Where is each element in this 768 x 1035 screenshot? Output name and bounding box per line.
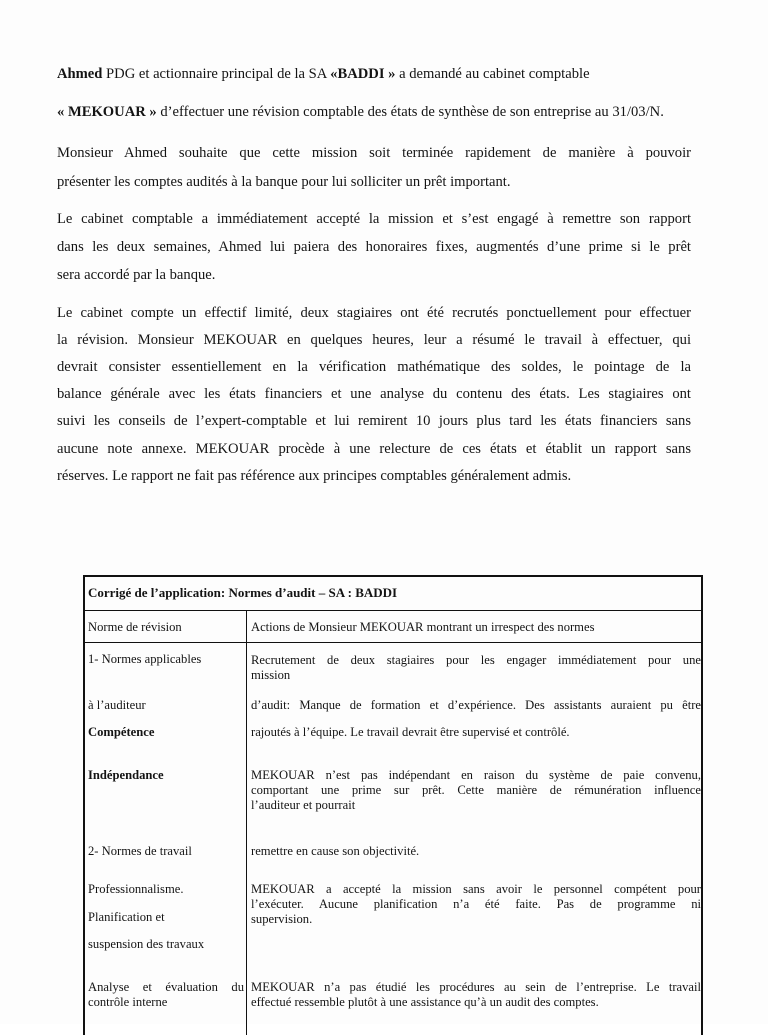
paragraph-3-line-1: Le cabinet comptable a immédiatement accepté la mission et s’est engagé à remettre son rapport xyxy=(57,211,691,227)
cell-analyse-1: Analyse et évaluation du xyxy=(88,980,244,994)
cell-independance: Indépendance xyxy=(88,768,164,782)
paragraph-4-line-6: aucune note annexe. MEKOUAR procède à une relecture de ces états et établit un rapport sans xyxy=(57,441,691,457)
paragraph-4-line-1: Le cabinet compte un effectif limité, deux stagiaires ont été recrutés ponctuellement pour effectuer xyxy=(57,305,691,321)
cell-remettre: remettre en cause son objectivité. xyxy=(251,844,420,858)
paragraph-2-line-1: Monsieur Ahmed souhaite que cette mission soit terminée rapidement de manière à pouvoir xyxy=(57,145,691,161)
header-norme: Norme de révision xyxy=(88,620,182,634)
intro-text: a demandé au cabinet comptable xyxy=(395,66,590,82)
intro-text: d’effectuer une révision comptable des états de synthèse de son entreprise au 31/03/N. xyxy=(156,104,664,120)
cell-accepte-3: supervision. xyxy=(251,912,313,926)
cell-accepte-2: l’exécuter. Aucune planification n’a été faite. Pas de programme ni xyxy=(251,897,701,911)
cell-professionnalisme: Professionnalisme. xyxy=(88,882,184,896)
cell-independance-1: MEKOUAR n’est pas indépendant en raison du système de paie convenu, xyxy=(251,768,701,782)
cell-recrutement-1: Recrutement de deux stagiaires pour les engager immédiatement pour une xyxy=(251,653,701,667)
paragraph-4-line-2: la révision. Monsieur MEKOUAR en quelques heures, leur a résumé le travail à effectuer, qui xyxy=(57,332,691,348)
table-title-row xyxy=(85,577,701,611)
intro-line-2 xyxy=(57,103,664,121)
table-title: Corrigé de l’application: Normes d’audit – SA : BADDI xyxy=(88,585,398,600)
cell-etudie-1: MEKOUAR n’a pas étudié les procédures au sein de l’entreprise. Le travail xyxy=(251,980,701,994)
cell-a-lauditeur: à l’auditeur xyxy=(88,698,146,712)
cell-independance-2: comportant une prime sur prêt. Cette manière de rémunération influence xyxy=(251,783,701,797)
paragraph-4-line-7: réserves. Le rapport ne fait pas référence aux principes comptables généralement admis. xyxy=(57,468,572,484)
cell-normes-applicables: 1- Normes applicables xyxy=(88,652,202,666)
cabinet-name: « MEKOUAR » xyxy=(57,104,157,120)
cell-independance-3: l’auditeur et pourrait xyxy=(251,798,356,812)
cell-suspension: suspension des travaux xyxy=(88,937,205,951)
column-divider xyxy=(246,611,247,1035)
cell-planification: Planification et xyxy=(88,910,165,924)
client-name: Ahmed xyxy=(57,66,103,82)
intro-text: PDG et actionnaire principal de la SA xyxy=(102,66,331,82)
cell-competence: Compétence xyxy=(88,725,155,739)
cell-accepte-1: MEKOUAR a accepté la mission sans avoir le personnel compétent pour xyxy=(251,882,701,896)
cell-recrutement-2: mission xyxy=(251,668,291,682)
cell-analyse-2: contrôle interne xyxy=(88,995,168,1009)
header-actions: Actions de Monsieur MEKOUAR montrant un irrespect des normes xyxy=(251,620,595,634)
intro-line-1 xyxy=(57,65,590,83)
cell-normes-travail: 2- Normes de travail xyxy=(88,844,192,858)
table-header-row xyxy=(85,611,701,643)
paragraph-3-line-2: dans les deux semaines, Ahmed lui paiera des honoraires fixes, augmentés d’une prime si le prêt xyxy=(57,239,691,255)
cell-audit: d’audit: Manque de formation et d’expérience. Des assistants auraient pu être xyxy=(251,698,701,712)
paragraph-4-line-5: suivi les conseils de l’expert-comptable et lui remirent 10 jours plus tard les états financiers sans xyxy=(57,413,691,429)
cell-etudie-2: effectué ressemble plutôt à une assistance qu’à un audit des comptes. xyxy=(251,995,599,1009)
paragraph-4-line-4: balance générale avec les états financiers et une analyse du contenu des états. Les stagiaires ont xyxy=(57,386,691,402)
paragraph-2-line-2: présenter les comptes audités à la banque pour lui solliciter un prêt important. xyxy=(57,174,511,190)
audit-norms-table xyxy=(83,575,703,1035)
paragraph-4-line-3: devrait consister essentiellement en la vérification mathématique des soldes, le pointage de la xyxy=(57,359,691,375)
cell-rajoutes: rajoutés à l’équipe. Le travail devrait être supervisé et contrôlé. xyxy=(251,725,570,739)
company-name: «BADDI » xyxy=(330,66,396,82)
paragraph-3-line-3: sera accordé par la banque. xyxy=(57,267,216,283)
